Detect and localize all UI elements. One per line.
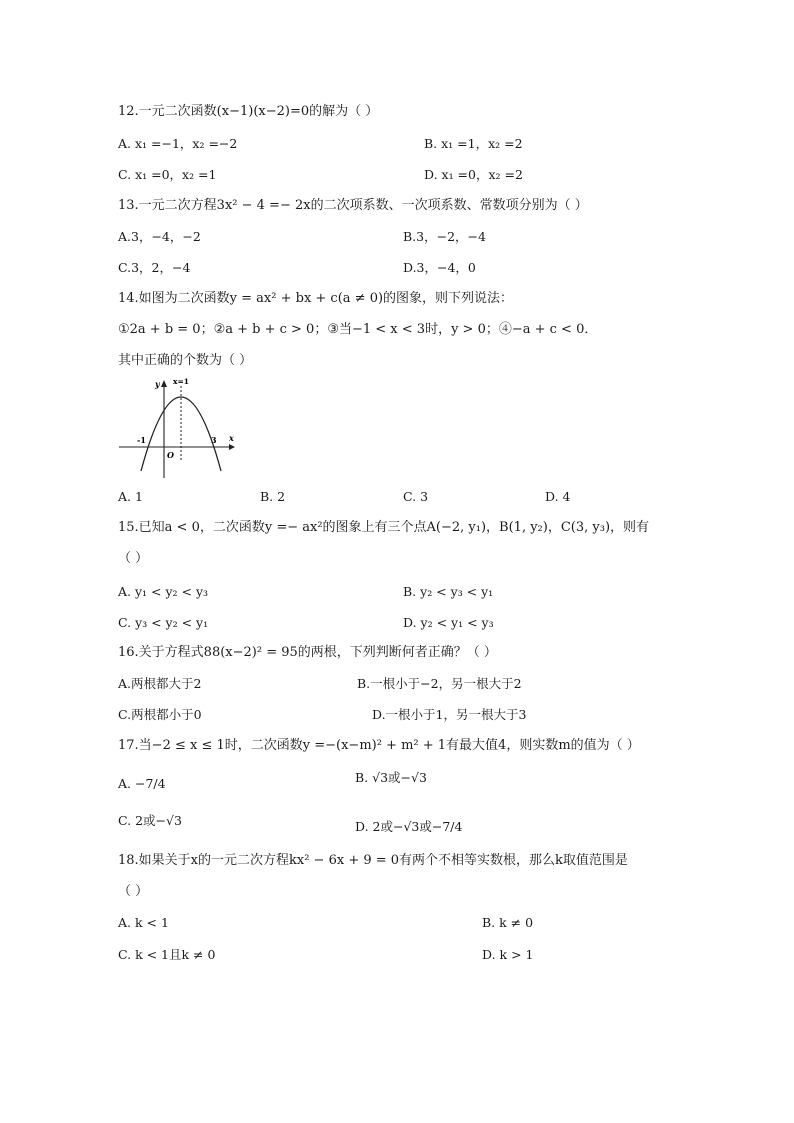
q15-stem-continued: （ ） — [118, 551, 149, 566]
q18-option-a: A. k < 1 — [118, 915, 169, 930]
symmetry-label: x=1 — [173, 377, 189, 386]
q14-statements: ①2a + b = 0；②a + b + c > 0；③当−1 < x < 3时，y > 0；④−a + c < 0． — [118, 322, 598, 337]
three-label: 3 — [211, 435, 217, 445]
q13-option-b: B.3，−2，−4 — [403, 229, 486, 244]
q16-stem: 16.关于方程式88(x−2)² = 95的两根，下列判断何者正确？（ ） — [118, 645, 497, 660]
q16-option-c: C.两根都小于0 — [118, 707, 202, 722]
q17-option-d: D. 2或−√3或−7/4 — [355, 819, 463, 834]
parabola-graph — [117, 374, 239, 478]
y-axis-label: y — [155, 379, 160, 389]
q13-stem: 13.一元二次方程3x² − 4 =− 2x的二次项系数、一次项系数、常数项分别为（ ） — [118, 198, 588, 213]
q15-option-a: A. y₁ < y₂ < y₃ — [118, 584, 209, 599]
y-axis-arrow — [161, 380, 167, 387]
q18-stem-continued: （ ） — [118, 884, 149, 899]
origin-label: O — [167, 450, 174, 460]
q13-option-d: D.3，−4，0 — [403, 260, 476, 275]
q17-option-c: C. 2或−√3 — [118, 813, 182, 828]
q18-option-b: B. k ≠ 0 — [482, 915, 534, 930]
x-axis-label: x — [229, 433, 234, 443]
q13-option-a: A.3，−4，−2 — [118, 229, 201, 244]
q14-option-b: B. 2 — [260, 489, 286, 504]
q14-option-a: A. 1 — [118, 489, 143, 504]
q17-option-b: B. √3或−√3 — [355, 770, 427, 785]
q17-option-a: A. −7/4 — [118, 776, 166, 791]
q16-option-a: A.两根都大于2 — [118, 676, 202, 691]
q12-option-c: C. x₁ =0，x₂ =1 — [118, 167, 217, 182]
q18-option-c: C. k < 1且k ≠ 0 — [118, 947, 216, 962]
q16-option-d: D.一根小于1，另一根大于3 — [372, 707, 527, 722]
q15-option-c: C. y₃ < y₂ < y₁ — [118, 615, 209, 630]
q15-stem: 15.已知a < 0，二次函数y =− ax²的图象上有三个点A(−2, y₁)，B(1, y₂)，C(3, y₃)，则有 — [118, 520, 650, 535]
q14-stem: 14.如图为二次函数y = ax² + bx + c(a ≠ 0)的图象，则下列说法： — [118, 291, 514, 306]
q16-option-b: B.一根小于−2，另一根大于2 — [357, 676, 522, 691]
neg-one-label: -1 — [137, 435, 146, 445]
q18-stem: 18.如果关于x的一元二次方程kx² − 6x + 9 = 0有两个不相等实数根，那么k取值范围是 — [118, 853, 628, 868]
q14-option-d: D. 4 — [545, 489, 571, 504]
q13-option-c: C.3，2，−4 — [118, 260, 191, 275]
q14-option-c: C. 3 — [403, 489, 429, 504]
q18-option-d: D. k > 1 — [482, 947, 534, 962]
q12-stem: 12.一元二次函数(x−1)(x−2)=0的解为（ ） — [118, 104, 379, 119]
q12-option-b: B. x₁ =1，x₂ =2 — [424, 136, 523, 151]
q17-stem: 17.当−2 ≤ x ≤ 1时，二次函数y =−(x−m)² + m² + 1有最大值4，则实数m的值为（ ） — [118, 738, 640, 753]
q15-option-b: B. y₂ < y₃ < y₁ — [403, 584, 494, 599]
q15-option-d: D. y₂ < y₁ < y₃ — [403, 615, 494, 630]
q14-prompt: 其中正确的个数为（ ） — [118, 353, 253, 368]
x-axis-arrow — [229, 444, 235, 450]
q12-option-d: D. x₁ =0，x₂ =2 — [424, 167, 523, 182]
q12-option-a: A. x₁ =−1，x₂ =−2 — [118, 136, 238, 151]
